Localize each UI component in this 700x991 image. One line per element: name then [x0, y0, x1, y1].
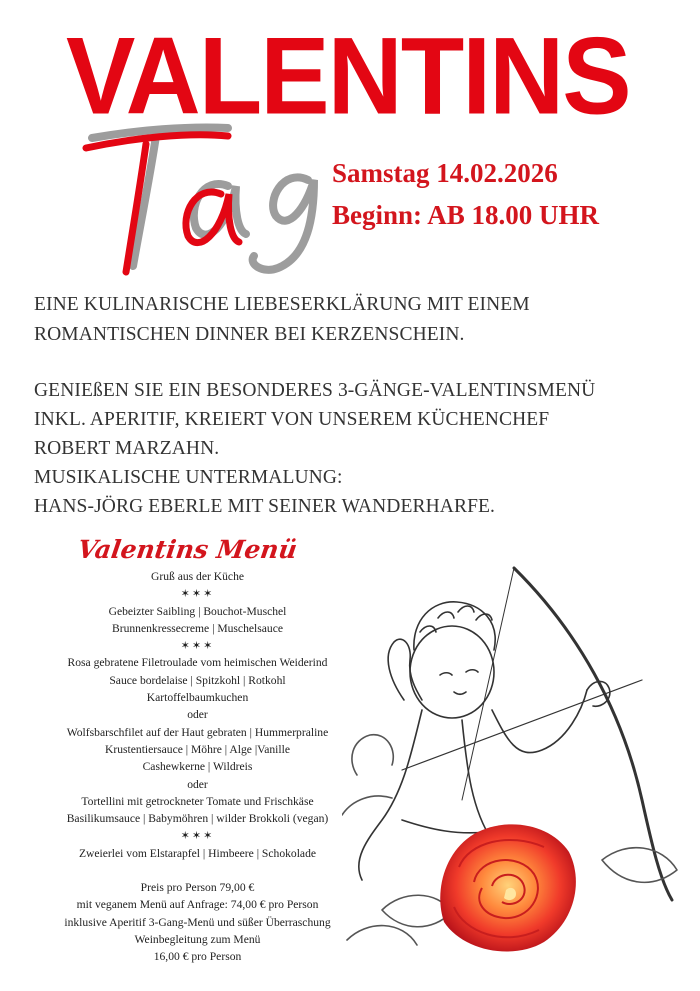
red-rose-illustration	[424, 812, 584, 962]
event-date: Samstag 14.02.2026	[332, 158, 558, 188]
menu-line: Gruß aus der Küche	[150, 570, 245, 583]
menu-list	[20, 568, 375, 966]
menu-line: Krustentiersauce | Möhre | Alge |Vanille	[104, 742, 290, 756]
event-time: Beginn: AB 18.00 UHR	[332, 200, 600, 230]
menu-line: Brunnenkressecreme | Muschelsauce	[111, 621, 283, 635]
title-tag-script	[78, 116, 328, 276]
price-line: 16,00 € pro Person	[153, 950, 242, 964]
menu-line: Zweierlei vom Elstarapfel | Himbeere | Schokolade	[78, 846, 317, 860]
menu-line: Basilikumsauce | Babymöhren | wilder Brokkoli (vegan)	[66, 812, 329, 826]
title-tag-main	[86, 135, 239, 272]
menu-line: Cashewkerne | Wildreis	[142, 760, 253, 774]
menu-line: Rosa gebratene Filetroulade vom heimischen Weiderind	[67, 656, 328, 670]
intro-line: EINE KULINARISCHE LIEBESERKLÄRUNG MIT EINEM	[34, 294, 530, 315]
menu-line: Sauce bordelaise | Spitzkohl | Rotkohl	[109, 673, 286, 687]
price-line: Preis pro Person 79,00 €	[140, 881, 255, 895]
menu-spacer	[20, 862, 375, 879]
menu-heading: Valentins Menü	[75, 535, 299, 564]
menu-line: oder	[187, 777, 208, 791]
intro-line: HANS-JÖRG EBERLE MIT SEINER WANDERHARFE.	[34, 496, 496, 517]
price-line: inklusive Aperitif 3-Gang-Menü und süßer Überraschung	[64, 915, 331, 929]
title-valentins: VALENTINS	[66, 15, 630, 138]
menu-line: oder	[187, 708, 208, 722]
intro-line: GENIEßEN SIE EIN BESONDERES 3-GÄNGE-VALENTINSMENÜ	[34, 380, 596, 401]
menu-separator: ✶✶✶	[180, 639, 215, 653]
intro-line: INKL. APERITIF, KREIERT VON UNSEREM KÜCHENCHEF	[34, 409, 550, 430]
intro-line: MUSIKALISCHE UNTERMALUNG:	[34, 467, 343, 488]
menu-line: Kartoffelbaumkuchen	[146, 691, 249, 705]
intro-line: ROMANTISCHEN DINNER BEI KERZENSCHEIN.	[34, 324, 465, 345]
menu-separator: ✶✶✶	[180, 587, 215, 601]
menu-line: Wolfsbarschfilet auf der Haut gebraten | Hummerpraline	[66, 725, 329, 739]
menu-line: Tortellini mit getrockneter Tomate und Frischkäse	[81, 794, 314, 808]
intro-line: ROBERT MARZAHN.	[34, 438, 220, 459]
menu-line: Gebeizter Saibling | Bouchot-Muschel	[108, 604, 287, 618]
menu-separator: ✶✶✶	[180, 829, 215, 843]
price-line: Weinbegleitung zum Menü	[134, 932, 261, 946]
title-tag-shadow	[92, 127, 314, 269]
price-line: mit veganem Menü auf Anfrage: 74,00 € pro Person	[76, 898, 319, 912]
